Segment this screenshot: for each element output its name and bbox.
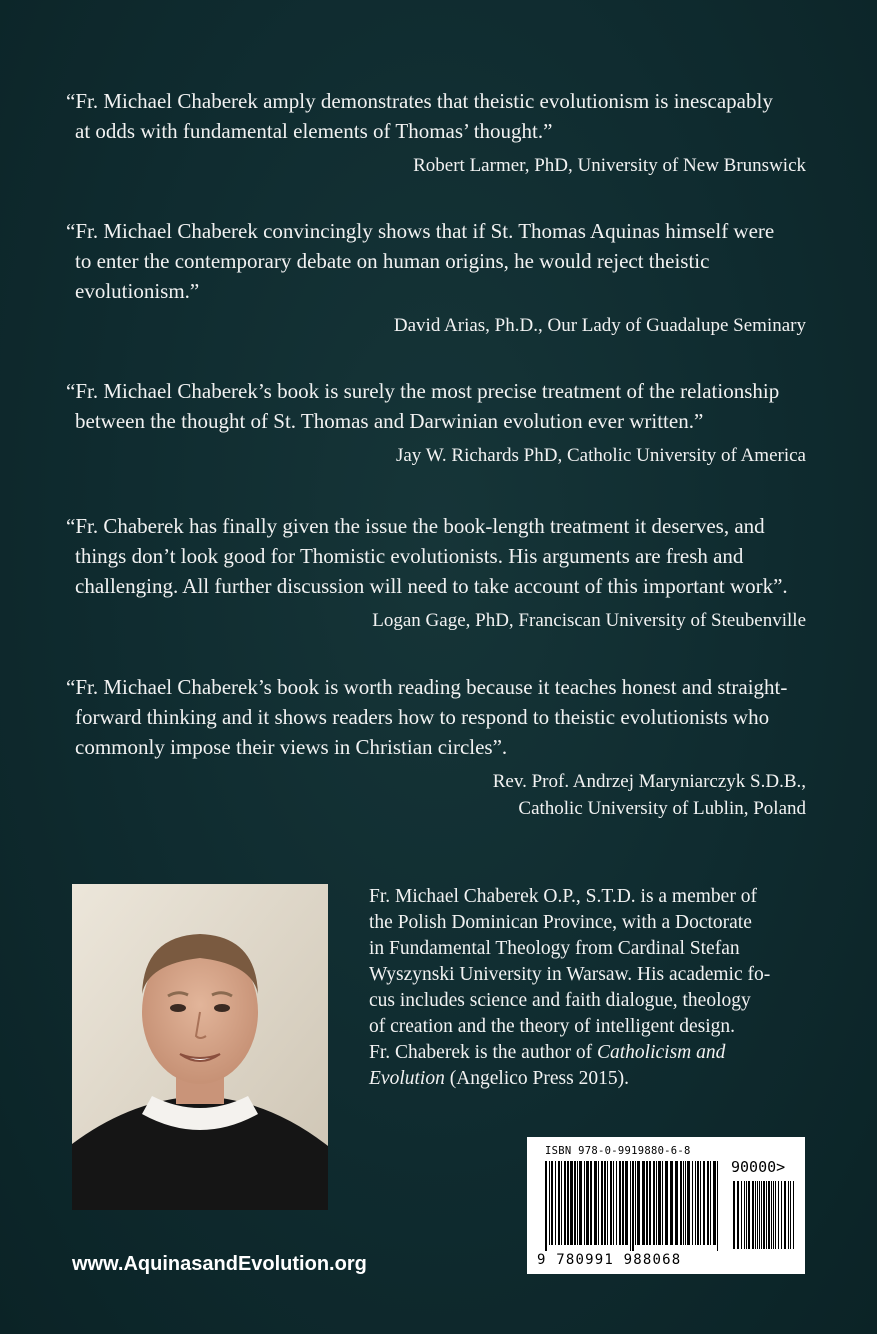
author-bio: Fr. Michael Chaberek O.P., S.T.D. is a member of the Polish Dominican Province, with a Doctorate in Fundamental Theology from Cardinal Stefan Wyszynski University in Warsaw. His academic fo- cus includes science and faith dialogue, theology of creation and the theory of intelligent design. Fr. Chaberek is the author of Catholicism and Evolution (Angelico Press 2015). xyxy=(369,884,805,1092)
author-photo xyxy=(72,884,328,1210)
bio-line-author-of: Fr. Chaberek is the author of Catholicism and xyxy=(369,1042,726,1063)
isbn-barcode xyxy=(527,1137,805,1274)
bio-line-publisher: Evolution (Angelico Press 2015). xyxy=(369,1068,629,1089)
testimonial-2 xyxy=(66,216,806,339)
testimonial-quote: “Fr. Chaberek has finally given the issue the book-length treatment it deserves, and things don’t look good for Thomistic evolutionists. His arguments are fresh and challenging. All further discussion will need to take account of this important work”. xyxy=(66,514,788,598)
testimonial-attribution: Rev. Prof. Andrzej Maryniarczyk S.D.B., Catholic University of Lublin, Poland xyxy=(492,771,806,819)
testimonial-quote: “Fr. Michael Chaberek convincingly shows that if St. Thomas Aquinas himself were to enter the contemporary debate on human origins, he would reject theistic evolutionism.” xyxy=(66,219,775,303)
testimonial-attribution: Robert Larmer, PhD, University of New Brunswick xyxy=(413,155,806,176)
barcode-bars xyxy=(537,1161,799,1253)
testimonial-attribution: David Arias, Ph.D., Our Lady of Guadalupe Seminary xyxy=(393,315,806,336)
testimonial-5 xyxy=(66,672,806,822)
book-title: Catholicism and xyxy=(597,1042,726,1063)
book-title-cont: Evolution xyxy=(369,1068,445,1089)
website-url: www.AquinasandEvolution.org xyxy=(72,1253,367,1275)
testimonial-1 xyxy=(66,86,806,179)
ean-digits: 9 780991 988068 xyxy=(537,1252,682,1268)
testimonial-attribution: Jay W. Richards PhD, Catholic University of America xyxy=(395,445,806,466)
testimonial-4 xyxy=(66,511,806,634)
testimonial-attribution: Logan Gage, PhD, Franciscan University of Steubenville xyxy=(372,610,806,631)
testimonial-quote: “Fr. Michael Chaberek amply demonstrates that theistic evolutionism is inescapably at odds with fundamental elements of Thomas’ thought.” xyxy=(66,89,773,143)
testimonial-quote: “Fr. Michael Chaberek’s book is surely the most precise treatment of the relationship between the thought of St. Thomas and Darwinian evolution ever written.” xyxy=(66,379,780,433)
author-portrait-illustration xyxy=(72,884,328,1210)
testimonial-3 xyxy=(66,376,806,469)
price-code: 90000> xyxy=(731,1158,786,1176)
isbn-label: ISBN 978-0-9919880-6-8 xyxy=(545,1145,691,1157)
testimonial-quote: “Fr. Michael Chaberek’s book is worth reading because it teaches honest and straight- forward thinking and it shows readers how to respond to theistic evolutionists who commonly impose their views in Christian circles”. xyxy=(66,675,788,759)
